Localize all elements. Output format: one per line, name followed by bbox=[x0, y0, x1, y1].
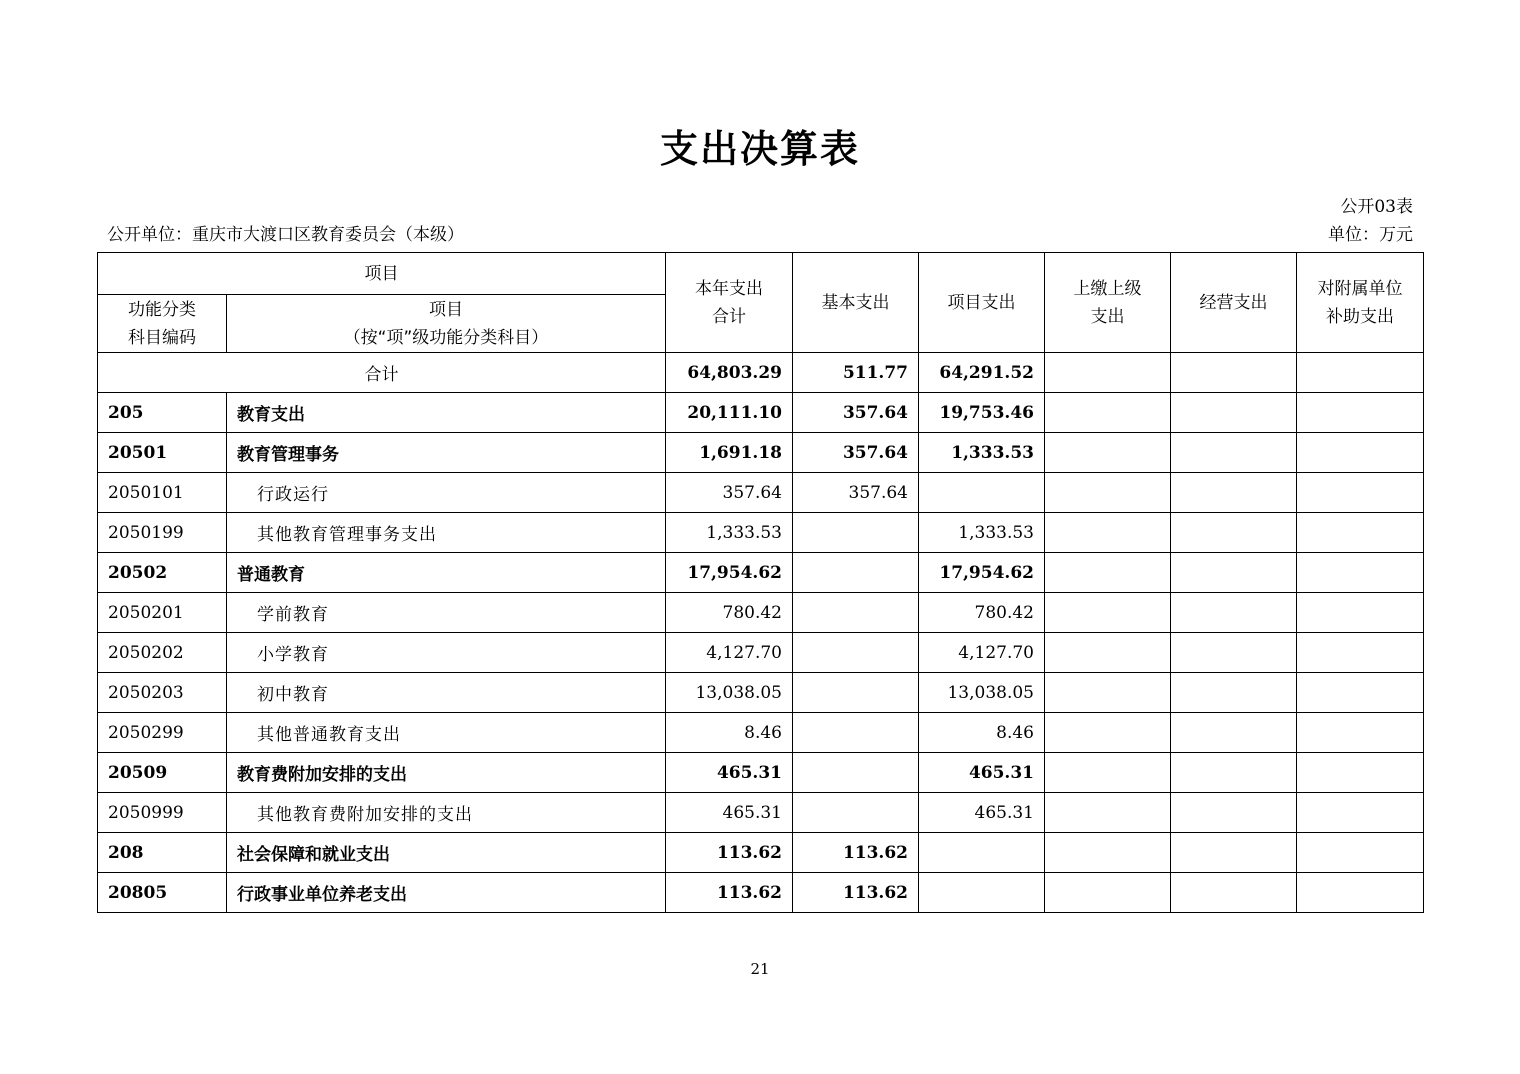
total-business bbox=[1171, 353, 1297, 393]
row-business bbox=[1171, 873, 1297, 913]
row-business bbox=[1171, 753, 1297, 793]
currency-unit: 单位：万元 bbox=[1328, 225, 1413, 245]
table-row bbox=[98, 433, 1424, 473]
row-total: 17,954.62 bbox=[666, 553, 793, 593]
row-total: 465.31 bbox=[666, 753, 793, 793]
page-number: 21 bbox=[750, 960, 770, 978]
row-subsidy bbox=[1297, 433, 1424, 473]
row-basic: 357.64 bbox=[793, 473, 919, 513]
row-upper bbox=[1045, 793, 1171, 833]
total-upper bbox=[1045, 353, 1171, 393]
row-upper bbox=[1045, 393, 1171, 433]
row-code: 20509 bbox=[98, 753, 227, 793]
row-upper bbox=[1045, 433, 1171, 473]
row-name: 社会保障和就业支出 bbox=[227, 833, 666, 873]
row-total: 780.42 bbox=[666, 593, 793, 633]
row-code: 2050999 bbox=[98, 793, 227, 833]
row-name: 其他教育管理事务支出 bbox=[227, 513, 666, 553]
row-upper bbox=[1045, 633, 1171, 673]
row-business bbox=[1171, 393, 1297, 433]
row-upper bbox=[1045, 753, 1171, 793]
table-row bbox=[98, 633, 1424, 673]
row-name: 其他教育费附加安排的支出 bbox=[227, 793, 666, 833]
row-code: 2050202 bbox=[98, 633, 227, 673]
row-code: 20501 bbox=[98, 433, 227, 473]
row-name: 学前教育 bbox=[227, 593, 666, 633]
header-project-expenditure: 项目支出 bbox=[919, 253, 1045, 353]
row-subsidy bbox=[1297, 753, 1424, 793]
row-business bbox=[1171, 833, 1297, 873]
row-code: 2050101 bbox=[98, 473, 227, 513]
row-total: 113.62 bbox=[666, 833, 793, 873]
row-upper bbox=[1045, 513, 1171, 553]
row-total: 8.46 bbox=[666, 713, 793, 753]
table-row bbox=[98, 393, 1424, 433]
row-basic bbox=[793, 793, 919, 833]
row-project: 8.46 bbox=[919, 713, 1045, 753]
row-upper bbox=[1045, 873, 1171, 913]
header-code bbox=[98, 295, 227, 353]
row-basic bbox=[793, 593, 919, 633]
row-total: 20,111.10 bbox=[666, 393, 793, 433]
row-basic: 113.62 bbox=[793, 873, 919, 913]
row-name: 行政事业单位养老支出 bbox=[227, 873, 666, 913]
row-basic bbox=[793, 553, 919, 593]
row-subsidy bbox=[1297, 473, 1424, 513]
table-row bbox=[98, 873, 1424, 913]
header-total-line2: 合计 bbox=[712, 306, 746, 327]
row-code: 2050299 bbox=[98, 713, 227, 753]
row-basic: 357.64 bbox=[793, 393, 919, 433]
row-business bbox=[1171, 673, 1297, 713]
row-subsidy bbox=[1297, 833, 1424, 873]
row-subsidy bbox=[1297, 633, 1424, 673]
table-row bbox=[98, 553, 1424, 593]
row-code: 205 bbox=[98, 393, 227, 433]
row-business bbox=[1171, 513, 1297, 553]
row-subsidy bbox=[1297, 553, 1424, 593]
row-code: 2050199 bbox=[98, 513, 227, 553]
row-project: 1,333.53 bbox=[919, 513, 1045, 553]
header-name-line2: （按“项”级功能分类科目） bbox=[343, 327, 549, 348]
form-code: 公开03表 bbox=[1340, 197, 1413, 217]
total-label: 合计 bbox=[98, 353, 666, 393]
table-row bbox=[98, 713, 1424, 753]
row-business bbox=[1171, 793, 1297, 833]
row-total: 113.62 bbox=[666, 873, 793, 913]
row-code: 2050203 bbox=[98, 673, 227, 713]
row-code: 208 bbox=[98, 833, 227, 873]
row-basic: 357.64 bbox=[793, 433, 919, 473]
row-upper bbox=[1045, 673, 1171, 713]
header-upper bbox=[1045, 253, 1171, 353]
row-basic: 113.62 bbox=[793, 833, 919, 873]
header-project: 项目 bbox=[98, 253, 666, 295]
row-project: 13,038.05 bbox=[919, 673, 1045, 713]
row-subsidy bbox=[1297, 793, 1424, 833]
header-total bbox=[666, 253, 793, 353]
row-code: 20805 bbox=[98, 873, 227, 913]
header-code-line2: 科目编码 bbox=[128, 327, 196, 348]
header-total-line1: 本年支出 bbox=[695, 278, 763, 299]
row-basic bbox=[793, 673, 919, 713]
table-row bbox=[98, 593, 1424, 633]
row-project: 465.31 bbox=[919, 753, 1045, 793]
row-total: 1,333.53 bbox=[666, 513, 793, 553]
header-basic: 基本支出 bbox=[793, 253, 919, 353]
row-upper bbox=[1045, 553, 1171, 593]
row-subsidy bbox=[1297, 393, 1424, 433]
total-subsidy bbox=[1297, 353, 1424, 393]
row-project: 780.42 bbox=[919, 593, 1045, 633]
header-subsidy-line2: 补助支出 bbox=[1326, 306, 1394, 327]
row-business bbox=[1171, 553, 1297, 593]
row-name: 教育管理事务 bbox=[227, 433, 666, 473]
row-basic bbox=[793, 633, 919, 673]
row-project: 4,127.70 bbox=[919, 633, 1045, 673]
row-total: 1,691.18 bbox=[666, 433, 793, 473]
row-total: 13,038.05 bbox=[666, 673, 793, 713]
row-project bbox=[919, 833, 1045, 873]
row-basic bbox=[793, 513, 919, 553]
header-name bbox=[227, 295, 666, 353]
header-subsidy-line1: 对附属单位 bbox=[1317, 278, 1403, 299]
total-project: 64,291.52 bbox=[919, 353, 1045, 393]
row-name: 其他普通教育支出 bbox=[227, 713, 666, 753]
row-total: 465.31 bbox=[666, 793, 793, 833]
row-upper bbox=[1045, 833, 1171, 873]
table-row bbox=[98, 793, 1424, 833]
row-name: 普通教育 bbox=[227, 553, 666, 593]
row-business bbox=[1171, 633, 1297, 673]
row-project: 19,753.46 bbox=[919, 393, 1045, 433]
row-subsidy bbox=[1297, 513, 1424, 553]
row-project: 1,333.53 bbox=[919, 433, 1045, 473]
row-subsidy bbox=[1297, 713, 1424, 753]
row-project bbox=[919, 473, 1045, 513]
table-row bbox=[98, 473, 1424, 513]
expenditure-table bbox=[97, 252, 1424, 913]
row-business bbox=[1171, 713, 1297, 753]
header-code-line1: 功能分类 bbox=[128, 299, 196, 320]
row-subsidy bbox=[1297, 873, 1424, 913]
row-name: 教育费附加安排的支出 bbox=[227, 753, 666, 793]
page-title: 支出决算表 bbox=[659, 127, 860, 171]
header-upper-line2: 支出 bbox=[1090, 306, 1125, 327]
row-upper bbox=[1045, 713, 1171, 753]
row-business bbox=[1171, 473, 1297, 513]
row-total: 4,127.70 bbox=[666, 633, 793, 673]
row-project bbox=[919, 873, 1045, 913]
table-row bbox=[98, 833, 1424, 873]
row-business bbox=[1171, 433, 1297, 473]
row-business bbox=[1171, 593, 1297, 633]
row-name: 教育支出 bbox=[227, 393, 666, 433]
header-upper-line1: 上缴上级 bbox=[1073, 278, 1142, 299]
row-subsidy bbox=[1297, 593, 1424, 633]
total-row bbox=[98, 353, 1424, 393]
table-row bbox=[98, 753, 1424, 793]
row-name: 初中教育 bbox=[227, 673, 666, 713]
row-subsidy bbox=[1297, 673, 1424, 713]
row-name: 行政运行 bbox=[227, 473, 666, 513]
row-total: 357.64 bbox=[666, 473, 793, 513]
row-code: 2050201 bbox=[98, 593, 227, 633]
row-upper bbox=[1045, 473, 1171, 513]
table-row bbox=[98, 513, 1424, 553]
total-basic: 511.77 bbox=[793, 353, 919, 393]
row-project: 17,954.62 bbox=[919, 553, 1045, 593]
row-project: 465.31 bbox=[919, 793, 1045, 833]
row-upper bbox=[1045, 593, 1171, 633]
header-subsidy bbox=[1297, 253, 1424, 353]
row-name: 小学教育 bbox=[227, 633, 666, 673]
table-row bbox=[98, 673, 1424, 713]
header-name-line1: 项目 bbox=[429, 299, 463, 320]
header-business: 经营支出 bbox=[1171, 253, 1297, 353]
reporting-unit: 公开单位：重庆市大渡口区教育委员会（本级） bbox=[107, 225, 464, 245]
row-basic bbox=[793, 713, 919, 753]
total-total: 64,803.29 bbox=[666, 353, 793, 393]
row-code: 20502 bbox=[98, 553, 227, 593]
row-basic bbox=[793, 753, 919, 793]
